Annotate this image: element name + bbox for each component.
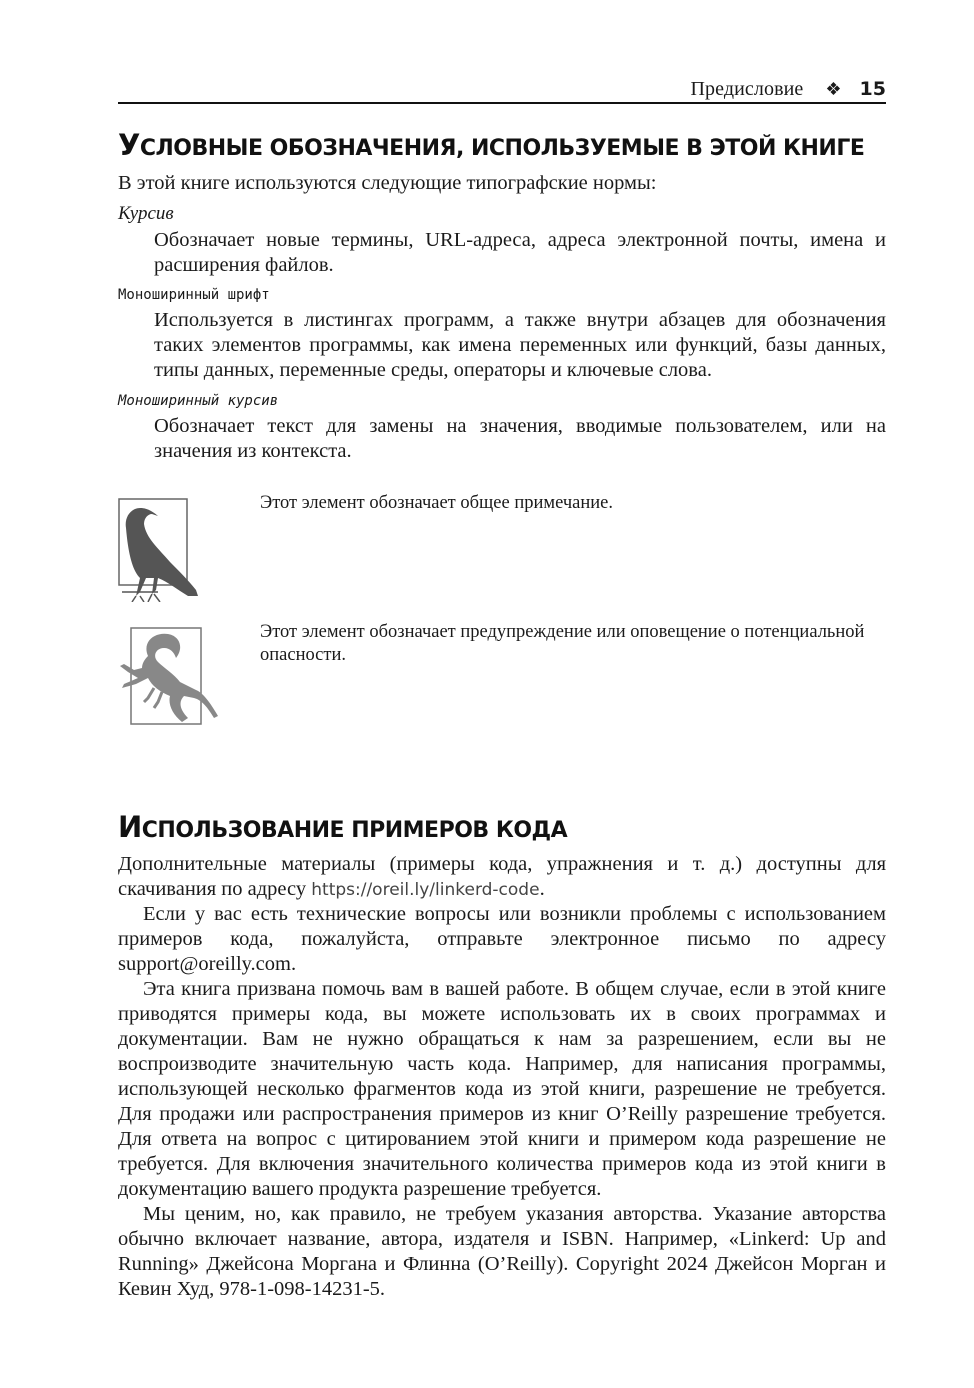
section-heading-conventions bbox=[118, 128, 864, 162]
page-number: 15 bbox=[859, 78, 886, 100]
convention-term-monospace-italic: Моноширинный курсив bbox=[118, 393, 279, 409]
note-general-text: Этот элемент обозначает общее примечание. bbox=[260, 493, 613, 513]
heading-text: СЛОВНЫЕ ОБОЗНАЧЕНИЯ, ИСПОЛЬЗУЕМЫЕ В ЭТОЙ КНИГЕ bbox=[139, 136, 865, 161]
section-heading-code-examples bbox=[118, 810, 567, 844]
paragraph-support: Если у вас есть технические вопросы или возникли проблемы с использованием примеров кода, пожалуйста, отправьте электронное письмо по адресу support@oreilly.com. bbox=[118, 903, 886, 975]
convention-definition-monospace: Используется в листингах программ, а также внутри абзацев для обозначения таких элементов программы, как имена переменных или функций, базы данных, типы данных, переменные среды, операторы и ключевые слова. bbox=[154, 309, 886, 381]
note-warning-text: Этот элемент обозначает предупреждение или оповещение о потенциальной опасности. bbox=[260, 622, 865, 665]
paragraph-attribution: Мы ценим, но, как правило, не требуем указания авторства. Указание авторства обычно включает название, автора, издателя и ISBN. Например, «Linkerd: Up and Running» Джейсона Моргана и Флинна (O’Reilly). Copyright 2024 Джейсон Морган и Кевин Худ, 978-1-098-14231-5. bbox=[118, 1203, 886, 1300]
heading-text: СПОЛЬЗОВАНИЕ ПРИМЕРОВ КОДА bbox=[141, 818, 568, 843]
convention-definition-italic: Обозначает новые термины, URL-адреса, адреса электронной почты, имена и расширения файлов. bbox=[154, 229, 886, 276]
header-rule bbox=[118, 102, 886, 104]
crow-note-icon bbox=[118, 498, 200, 607]
paragraph-text: Дополнительные материалы (примеры кода, упражнения и т. д.) доступны для скачивания по адресу bbox=[118, 853, 886, 900]
heading-initial: У bbox=[118, 128, 140, 162]
paragraph-permissions: Эта книга призвана помочь вам в вашей работе. В общем случае, если в этой книге приводятся примеры кода, вы можете использовать их в своих программах и документации. Вам не нужно обращаться к нам за разрешением, если вы не воспроизводите значительную часть кода. Например, для написания программы, использующей несколько фрагментов кода из этой книги, разрешение не требуется. Для продажи или распространения примеров из книг O’Reilly разрешение требуется. Для ответа на вопрос с цитированием этой книги и примером кода разрешение не требуется. Для включения значительного количества примеров кода из этой книги в документацию вашего продукта разрешение требуется. bbox=[118, 978, 886, 1200]
ornament-icon: ❖ bbox=[825, 78, 842, 99]
paragraph-materials bbox=[118, 852, 886, 903]
paragraph-text: . bbox=[539, 878, 545, 900]
convention-term-italic: Курсив bbox=[118, 203, 174, 224]
scorpion-warning-icon bbox=[118, 626, 224, 733]
heading-initial: И bbox=[118, 810, 142, 844]
code-download-link[interactable]: https://oreil.ly/linkerd-code bbox=[311, 880, 540, 900]
convention-term-monospace: Моноширинный шрифт bbox=[118, 287, 270, 303]
running-head bbox=[690, 76, 886, 102]
convention-definition-monospace-italic: Обозначает текст для замены на значения, вводимые пользователем, или на значения из контекста. bbox=[154, 415, 886, 462]
running-head-title: Предисловие bbox=[690, 77, 804, 100]
conventions-intro: В этой книге используются следующие типографские нормы: bbox=[118, 172, 657, 194]
